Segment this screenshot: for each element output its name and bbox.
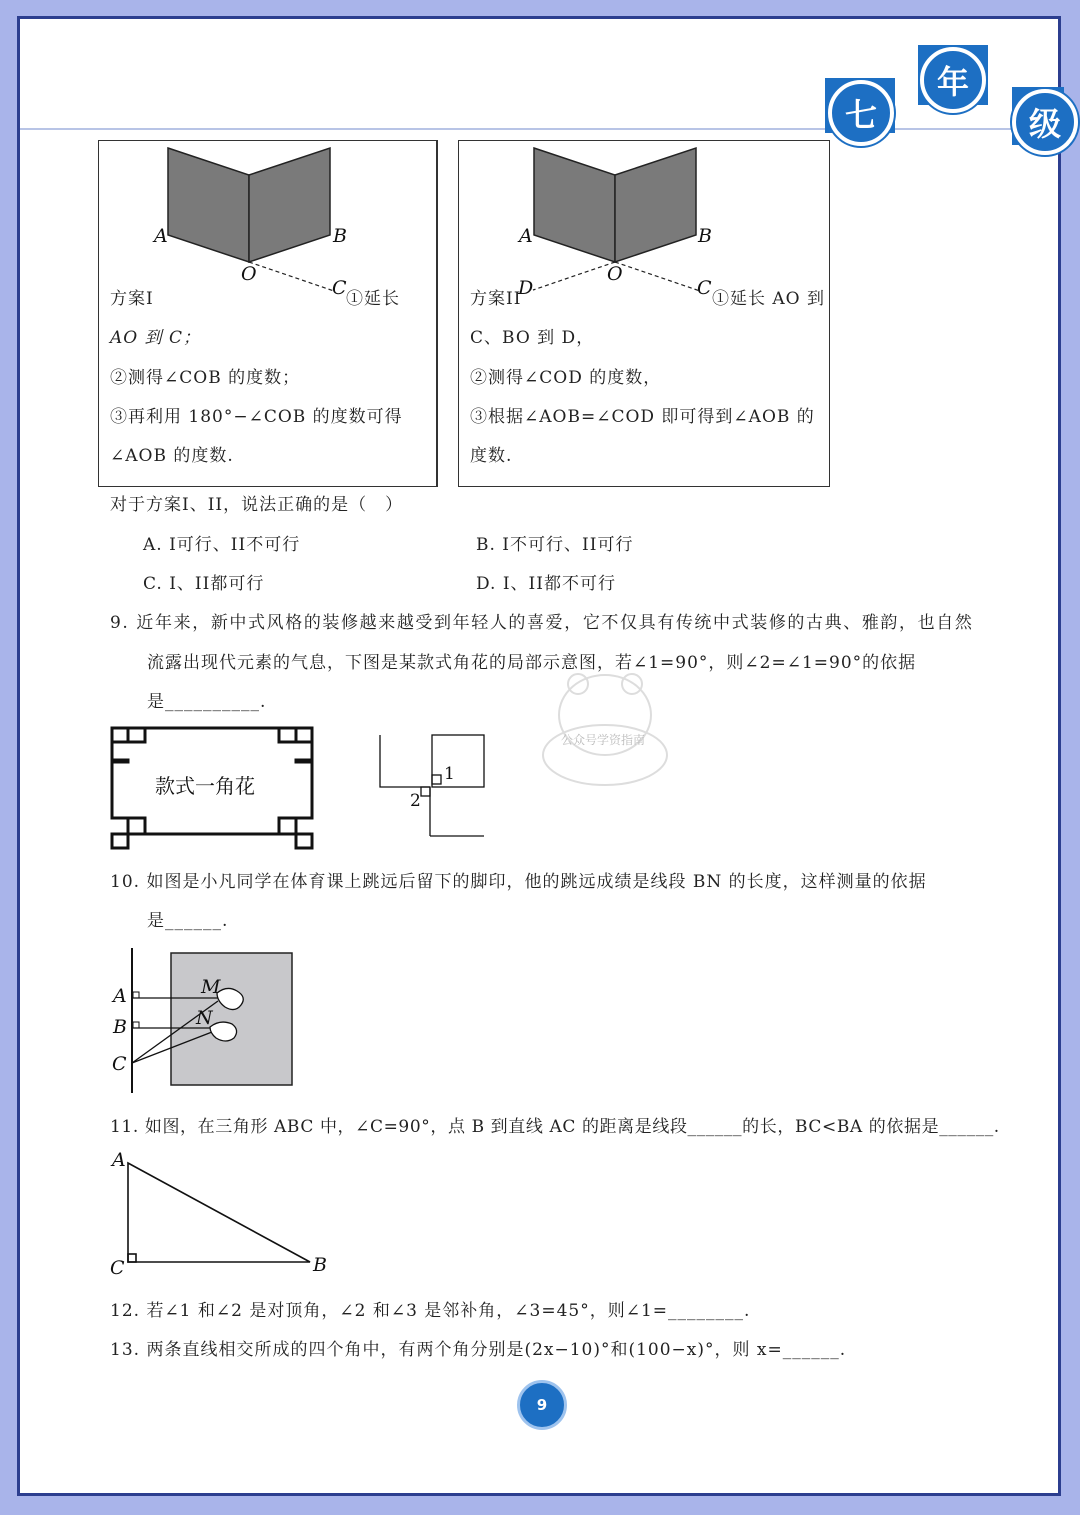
- angle-diagram: [380, 735, 484, 836]
- q10-label-c: C: [112, 1053, 127, 1075]
- q9-line3: 是__________.: [147, 692, 267, 712]
- scheme-two-label-d: D: [518, 277, 534, 299]
- scheme-one-label-c: C: [332, 277, 347, 299]
- watermark-text: 公众号学资指南: [561, 733, 646, 747]
- scheme-one-label-b: B: [333, 225, 347, 247]
- scheme-one-line5: ∠AOB 的度数.: [110, 446, 234, 466]
- scheme-two-label-c: C: [697, 277, 712, 299]
- scheme-one-step1-tail: ①延长: [346, 289, 400, 309]
- scheme-one-line3: ②测得∠COB 的度数；: [110, 368, 301, 388]
- scheme-one-label-a: A: [154, 225, 168, 247]
- q8-option-a: A. I可行、II不可行: [143, 535, 301, 555]
- q10-label-b: B: [113, 1016, 127, 1038]
- scheme-two-line3: ②测得∠COD 的度数，: [470, 368, 662, 388]
- q10-label-m: M: [201, 976, 221, 998]
- angle-one-label: 1: [444, 764, 455, 784]
- scheme-two-line4: ③根据∠AOB=∠COD 即可得到∠AOB 的: [470, 407, 815, 427]
- q11-label-b: B: [313, 1254, 327, 1276]
- watermark-bear-icon: [543, 674, 667, 785]
- q10-line2: 是______.: [147, 911, 229, 931]
- scheme-two-label-a: A: [519, 225, 533, 247]
- q12-line: 12. 若∠1 和∠2 是对顶角，∠2 和∠3 是邻补角，∠3=45°，则∠1=________.: [110, 1301, 751, 1321]
- q10-label-n: N: [196, 1007, 213, 1029]
- scheme-one-title: 方案I: [110, 289, 154, 309]
- q11-line1: 11. 如图，在三角形 ABC 中，∠C=90°，点 B 到直线 AC 的距离是线段______的长，BC<BA 的依据是______.: [110, 1117, 1000, 1137]
- q13-line: 13. 两条直线相交所成的四个角中，有两个角分别是(2x−10)°和(100−x)°，则 x=______.: [110, 1340, 847, 1360]
- scheme-two-line5: 度数.: [470, 446, 513, 466]
- right-triangle: [128, 1163, 310, 1262]
- scheme-two-title: 方案II: [470, 289, 522, 309]
- scheme-two-label-b: B: [698, 225, 712, 247]
- q10-label-a: A: [113, 985, 127, 1007]
- grade-badge-level: 级: [1012, 89, 1078, 155]
- grade-badge-seven: 七: [828, 80, 894, 146]
- angle-two-label: 2: [410, 791, 421, 811]
- q8-option-c: C. I、II都可行: [143, 574, 265, 594]
- scheme-one-label-o: O: [241, 263, 257, 285]
- q11-label-c: C: [110, 1257, 125, 1279]
- q9-line1: 9. 近年来，新中式风格的装修越来越受到年轻人的喜爱，它不仅具有传统中式装修的古典、雅韵，也自然: [110, 613, 974, 633]
- frame-label: 款式一角花: [155, 774, 255, 798]
- scheme-one-line2: AO 到 C；: [110, 328, 202, 348]
- scheme-two-line2: C、BO 到 D，: [470, 328, 595, 348]
- scheme-two-label-o: O: [607, 263, 623, 285]
- q11-label-a: A: [112, 1149, 126, 1171]
- q9-line2: 流露出现代元素的气息，下图是某款式角花的局部示意图，若∠1=90°，则∠2=∠1=90°的依据: [147, 653, 917, 673]
- page-number: 9: [517, 1380, 567, 1430]
- q8-stem: 对于方案I、II，说法正确的是（ ）: [110, 495, 404, 515]
- q8-option-d: D. I、II都不可行: [476, 574, 616, 594]
- q8-option-b: B. I不可行、II可行: [476, 535, 634, 555]
- scheme-one-line4: ③再利用 180°−∠COB 的度数可得: [110, 407, 403, 427]
- grade-badge-year: 年: [920, 47, 986, 113]
- q10-line1: 10. 如图是小凡同学在体育课上跳远后留下的脚印，他的跳远成绩是线段 BN 的长度，这样测量的依据: [110, 872, 927, 892]
- scheme-two-step1-tail: ①延长 AO 到: [712, 289, 826, 309]
